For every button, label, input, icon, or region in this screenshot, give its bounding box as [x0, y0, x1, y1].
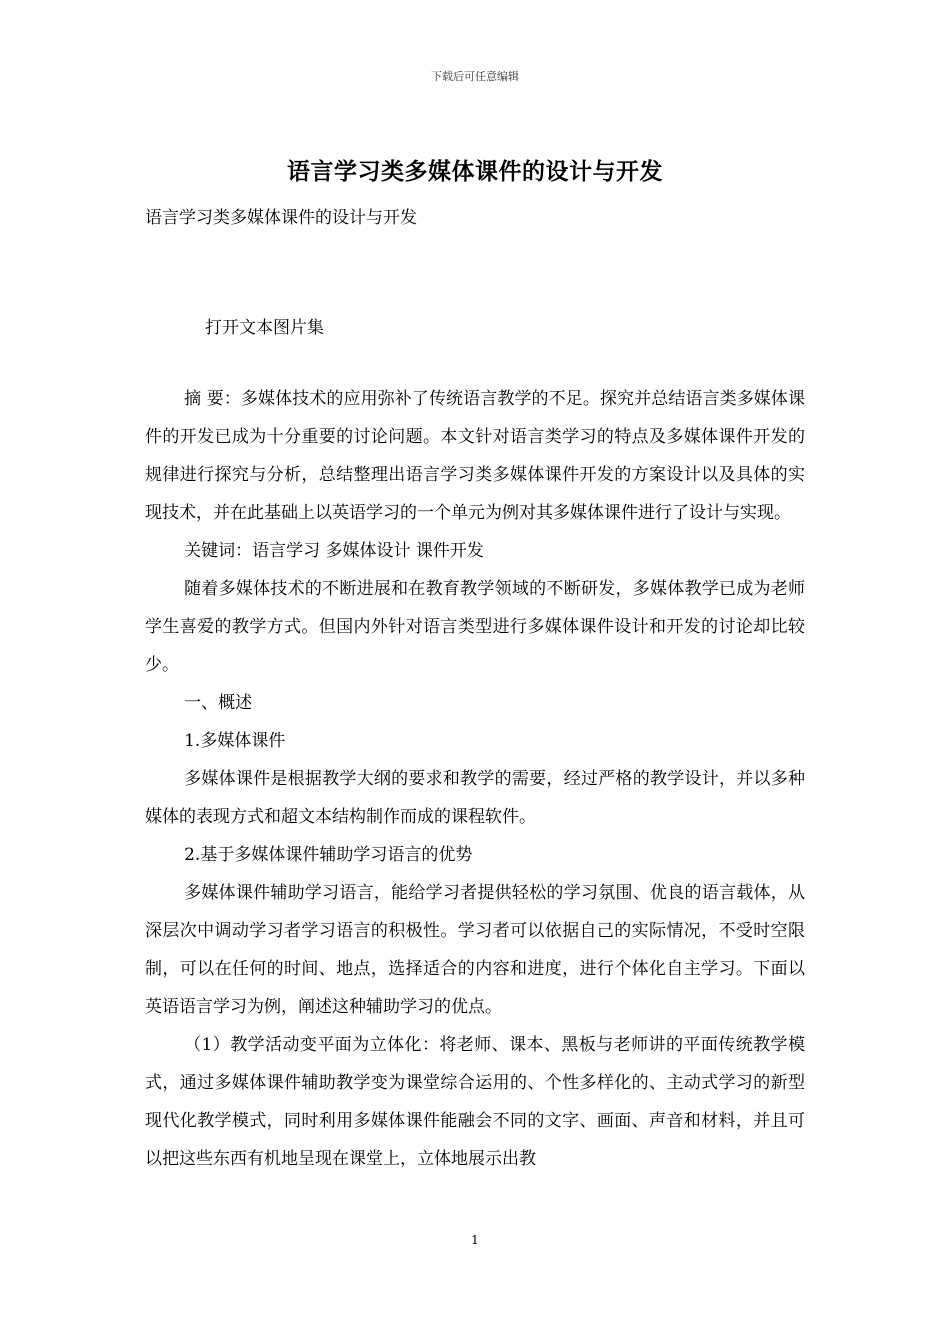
abstract-paragraph: 摘 要：多媒体技术的应用弥补了传统语言教学的不足。探究并总结语言类多媒体课件的开发已成为十分重要的讨论问题。本文针对语言类学习的特点及多媒体课件开发的规律进行探究与分析，总结整理出语言学习类多媒体课件开发的方案设计以及具体的实现技术，并在此基础上以英语学习的一个单元为例对其多媒体课件进行了设计与实现。 [145, 389, 805, 523]
section-heading-overview: 一、概述 [184, 693, 253, 713]
body-paragraph: 多媒体课件辅助学习语言，能给学习者提供轻松的学习氛围、优良的语言载体，从深层次中调动学习者学习语言的积极性。学习者可以依据自己的实际情况，不受时空限制，可以在任何的时间、地点，选择适合的内容和进度，进行个体化自主学习。下面以英语语言学习为例，阐述这种辅助学习的优点。 [145, 883, 805, 1017]
page-number: 1 [471, 1233, 479, 1247]
page-header-note: 下载后可任意编辑 [431, 70, 519, 83]
document-body [145, 380, 805, 1178]
subsection-heading-advantages: 2.基于多媒体课件辅助学习语言的优势 [184, 845, 473, 865]
intro-paragraph: 随着多媒体技术的不断进展和在教育教学领域的不断研发，多媒体教学已成为老师学生喜爱的教学方式。但国内外针对语言类型进行多媒体课件设计和开发的讨论却比较少。 [145, 579, 805, 675]
document-subtitle: 语言学习类多媒体课件的设计与开发 [145, 208, 417, 228]
body-paragraph: 多媒体课件是根据教学大纲的要求和教学的需要，经过严格的教学设计，并以多种媒体的表现方式和超文本结构制作而成的课程软件。 [145, 769, 805, 827]
keywords-paragraph: 关键词：语言学习 多媒体设计 课件开发 [184, 541, 484, 561]
subsection-heading-multimedia-courseware: 1.多媒体课件 [184, 731, 286, 751]
body-paragraph: （1）教学活动变平面为立体化：将老师、课本、黑板与老师讲的平面传统教学模式，通过多媒体课件辅助教学变为课堂综合运用的、个性多样化的、主动式学习的新型现代化教学模式，同时利用多媒体课件能融会不同的文字、画面、声音和材料，并且可以把这些东西有机地呈现在课堂上，立体地展示出教 [145, 1035, 805, 1169]
document-title: 语言学习类多媒体课件的设计与开发 [287, 158, 663, 185]
open-image-gallery-link[interactable]: 打开文本图片集 [205, 318, 324, 338]
